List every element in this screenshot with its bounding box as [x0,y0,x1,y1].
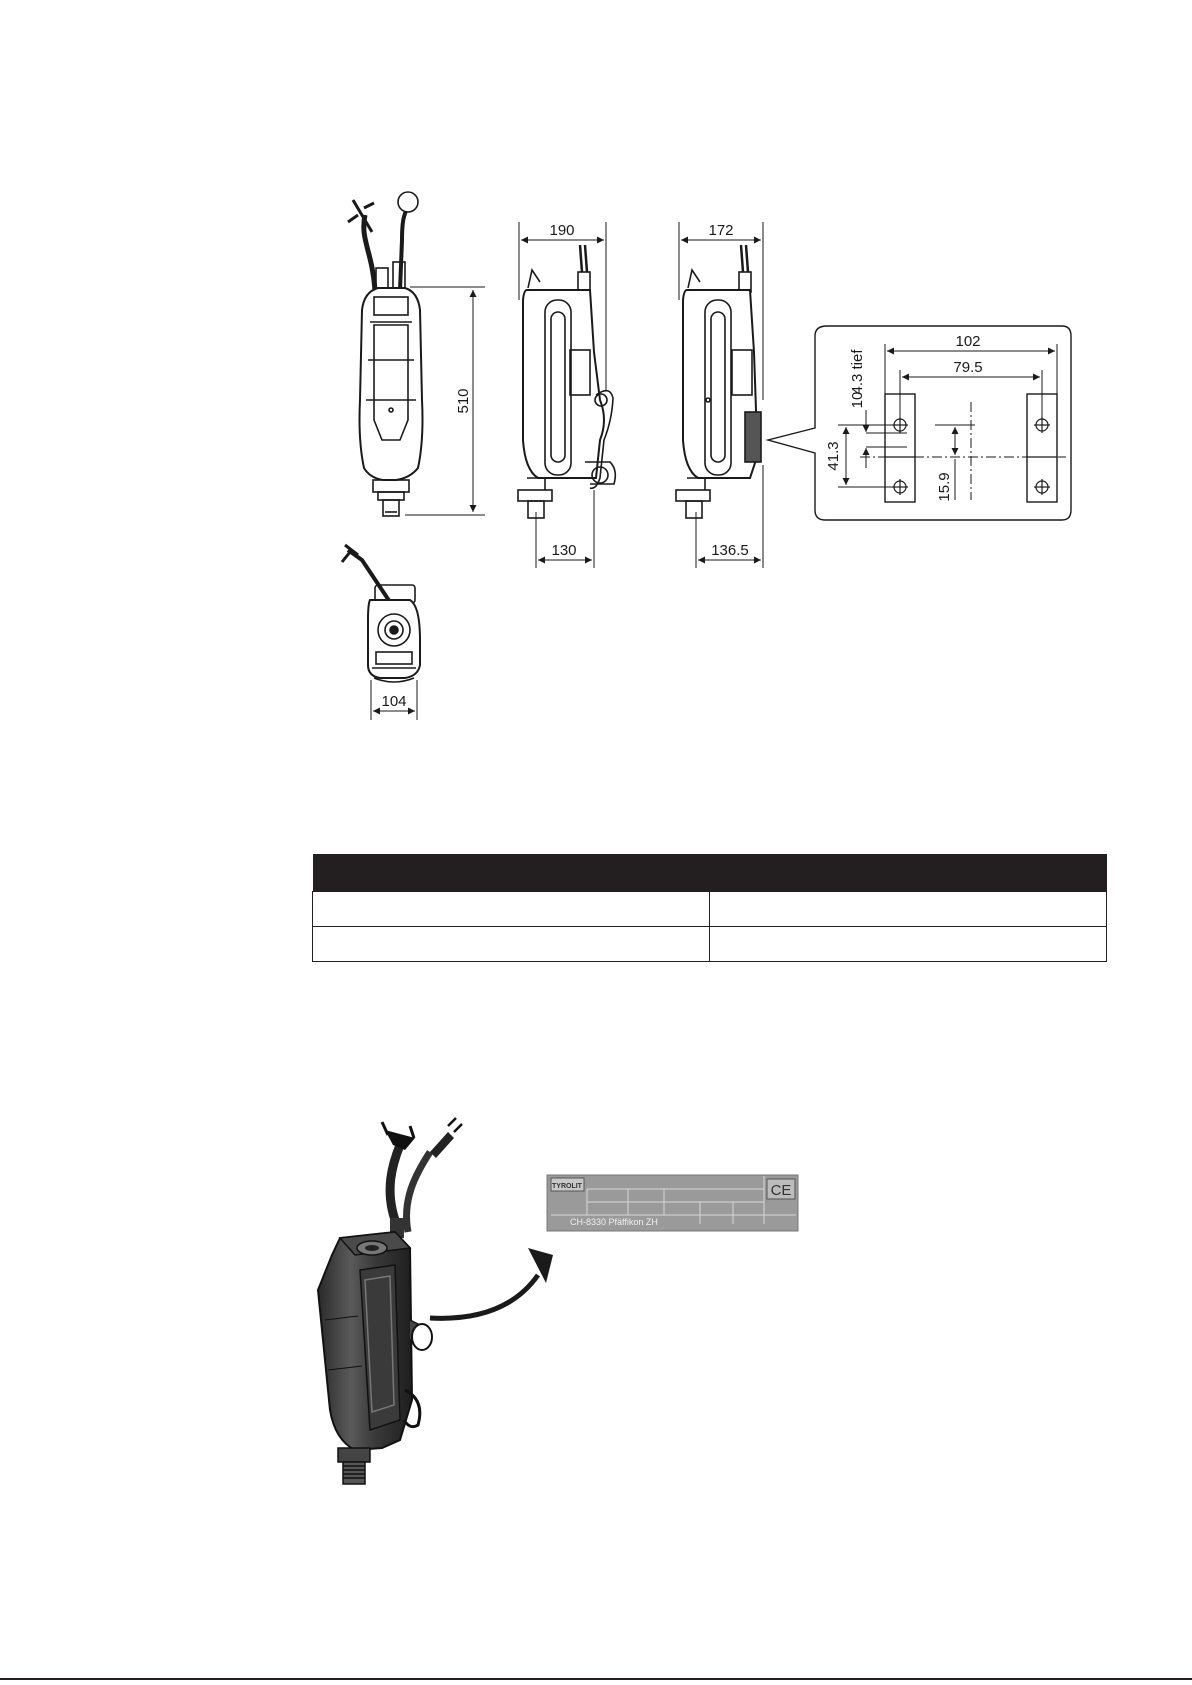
footer-divider [0,1678,1192,1680]
dim-height-a: 41.3 [825,441,842,471]
device-side-view [518,245,615,518]
ce-mark-icon: CE [770,1182,792,1199]
mounting-bracket-detail [768,326,1071,520]
nameplate-brand: TYROLIT [552,1183,582,1190]
spec-header-2 [710,854,1107,891]
device-front-view [348,192,423,516]
table-cell [313,926,710,961]
dim-hole-inner: 79.5 [953,359,983,376]
device-bottom-view [342,545,420,682]
spec-table-header [313,854,1107,891]
table-cell [710,891,1107,926]
dim-front-height: 510 [455,388,472,414]
dim-height-b: 15.9 [936,472,953,502]
arrow-icon [430,1248,553,1318]
isometric-illustration [0,1100,1192,1520]
dim-side1-depth: 130 [551,542,577,559]
table-cell [313,891,710,926]
nameplate-address: CH-8330 Pfäffikon ZH [570,1217,658,1227]
dim-bottom-width: 104 [381,693,407,710]
spec-header-1 [313,854,710,891]
dim-hole-outer: 102 [955,333,981,350]
table-cell [710,926,1107,961]
dim-side2-depth: 136.5 [711,542,749,559]
dim-hole-offset: 10 [849,391,866,409]
device-side-view-2 [676,245,761,518]
spec-table [312,854,1107,962]
dim-hole-depth: 4.3 tief [849,349,866,395]
table-row [313,926,1107,961]
dimension-drawings [0,0,1192,740]
nameplate [547,1175,798,1231]
dim-side1-width: 190 [549,222,575,239]
dim-side2-width: 172 [708,222,734,239]
device-isometric-view [318,1118,462,1484]
table-row [313,891,1107,926]
